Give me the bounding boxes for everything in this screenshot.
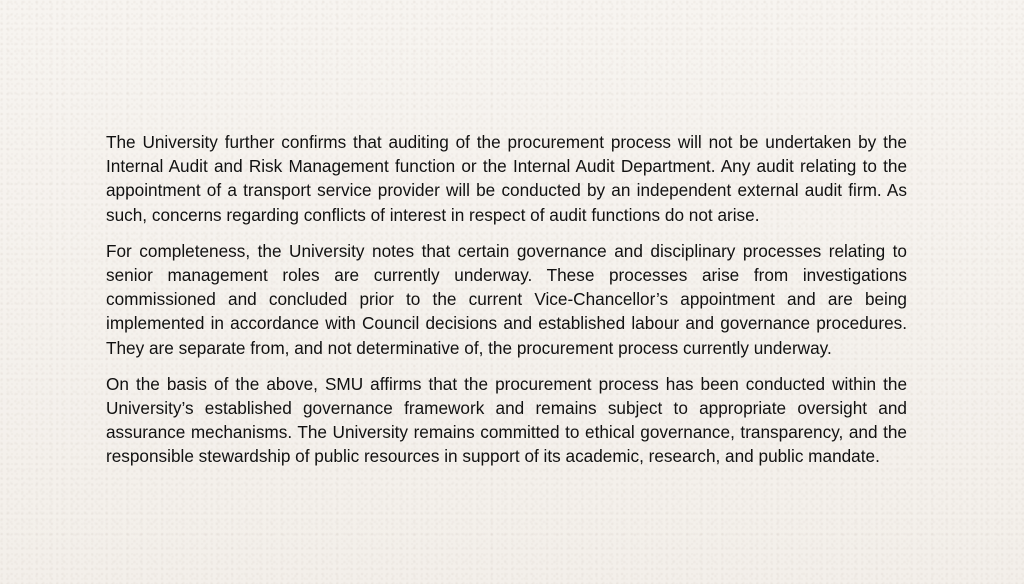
paragraph-audit: The University further confirms that auditing of the procurement process will not be undertaken by the Internal Audit and Risk Management function or the Internal Audit Department. Any audit relating to the appointment of a transport service provider will be conducted by an independent external audit firm. As such, concerns regarding conflicts of interest in respect of audit functions do not arise. xyxy=(106,132,907,225)
statement-body xyxy=(106,130,907,481)
paragraph-governance: For completeness, the University notes that certain governance and disciplinary processes relating to senior management roles are currently underway. These processes arise from investigations commissioned and concluded prior to the current Vice-Chancellor’s appointment and are being implemented in accordance with Council decisions and established labour and governance procedures. They are separate from, and not determinative of, the procurement process currently underway. xyxy=(106,240,907,358)
paragraph-conclusion: On the basis of the above, SMU affirms that the procurement process has been conducted within the University’s established governance framework and remains subject to appropriate oversight and assurance mechanisms. The University remains committed to ethical governance, transparency, and the responsible stewardship of public resources in support of its academic, research, and public mandate. xyxy=(106,373,907,467)
